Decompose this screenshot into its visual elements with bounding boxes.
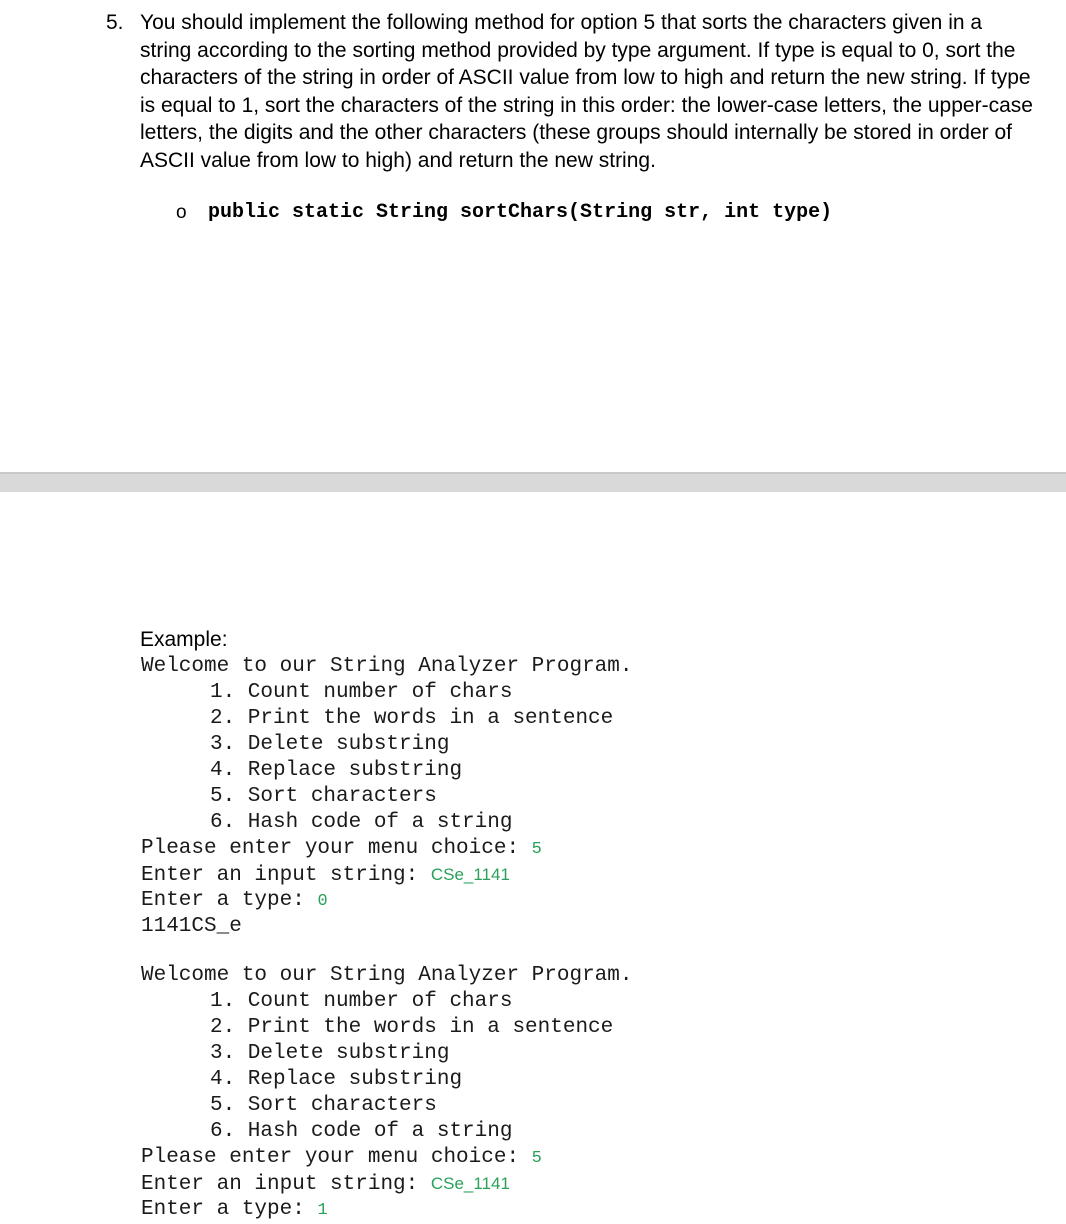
choice-line (141, 1145, 632, 1171)
choice-prompt: Please enter your menu choice: (141, 1146, 532, 1169)
choice-prompt: Please enter your menu choice: (141, 837, 532, 860)
menu-item: 6. Hash code of a string (210, 811, 513, 834)
type-value: 1 (317, 1201, 328, 1220)
input-prompt: Enter an input string: (141, 1173, 431, 1196)
input-value: CSe_1141 (430, 865, 510, 884)
question-line: is equal to 1, sort the characters of the string in this order: the lower-case letters, the upper-case (140, 93, 1033, 117)
welcome-line: Welcome to our String Analyzer Program. (141, 655, 633, 678)
question-line: characters of the string in order of ASCII value from low to high and return the new string. If type (140, 66, 1031, 90)
question-text (140, 9, 1050, 175)
choice-value: 5 (531, 840, 542, 859)
menu-item: 1. Count number of chars (210, 990, 513, 1013)
choice-value: 5 (531, 1149, 542, 1168)
console-run-1 (141, 654, 632, 940)
type-line (141, 1197, 632, 1223)
type-line (141, 888, 632, 914)
welcome-line: Welcome to our String Analyzer Program. (141, 964, 633, 987)
page-divider (0, 472, 1066, 492)
type-prompt: Enter a type: (141, 889, 318, 912)
menu-item: 3. Delete substring (210, 733, 450, 756)
input-value: CSe_1141 (430, 1174, 510, 1193)
question-line: string according to the sorting method provided by type argument. If type is equal to 0, sort the (140, 38, 1016, 62)
input-line (141, 1171, 632, 1197)
console-run-2 (141, 963, 632, 1223)
question-number: 5. (106, 11, 124, 34)
type-value: 0 (317, 892, 328, 911)
menu-item: 4. Replace substring (210, 759, 463, 782)
menu-item: 5. Sort characters (210, 785, 437, 808)
menu-item: 6. Hash code of a string (210, 1120, 513, 1143)
choice-line (141, 836, 632, 862)
menu-item: 2. Print the words in a sentence (210, 707, 614, 730)
question-line: letters, the digits and the other characters (these groups should internally be stored in order of (140, 121, 1012, 145)
method-signature: public static String sortChars(String str, int type) (208, 201, 833, 224)
question-line: You should implement the following method for option 5 that sorts the characters given in a (140, 11, 983, 34)
menu-item: 4. Replace substring (210, 1068, 463, 1091)
output-line: 1141CS_e (141, 915, 242, 938)
menu-item: 1. Count number of chars (210, 681, 513, 704)
bullet-icon: o (176, 202, 187, 223)
input-prompt: Enter an input string: (141, 864, 431, 887)
menu-item: 3. Delete substring (210, 1042, 450, 1065)
input-line (141, 862, 632, 888)
menu-item: 5. Sort characters (210, 1094, 437, 1117)
menu-item: 2. Print the words in a sentence (210, 1016, 614, 1039)
question-line: ASCII value from low to high) and return the new string. (140, 148, 656, 172)
type-prompt: Enter a type: (141, 1198, 318, 1221)
example-label: Example: (140, 628, 228, 651)
